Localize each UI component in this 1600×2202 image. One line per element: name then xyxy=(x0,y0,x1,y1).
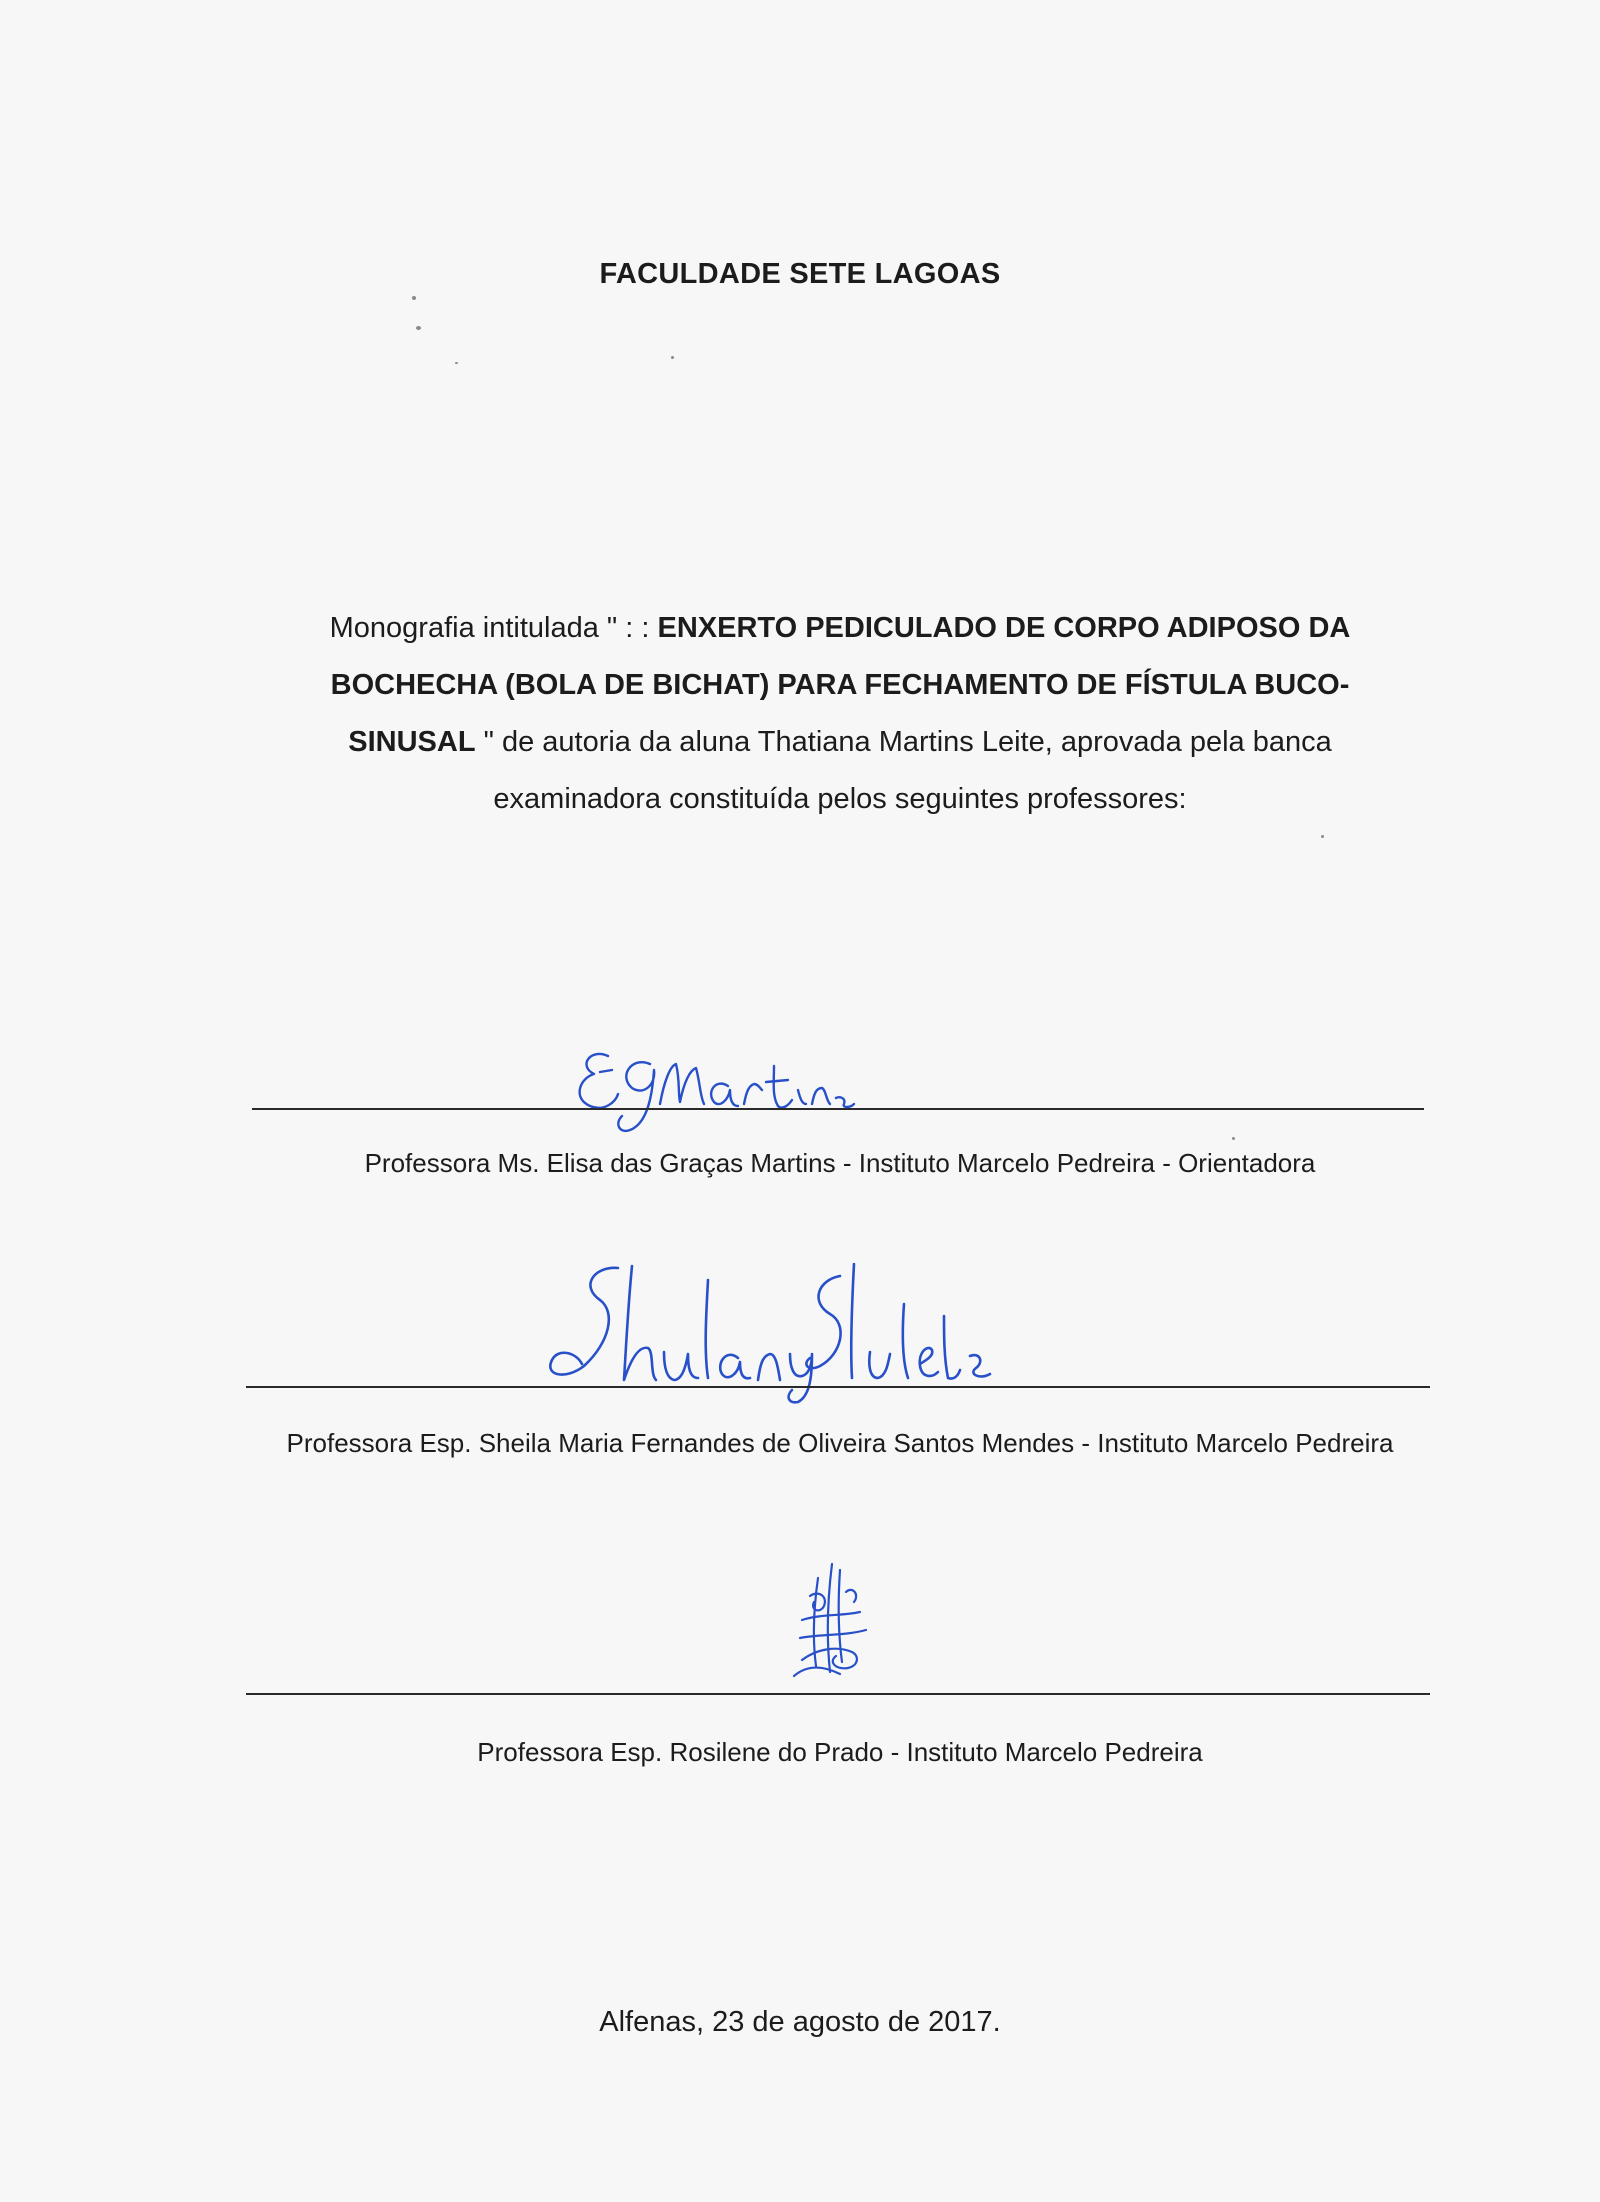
scan-speck xyxy=(1321,835,1324,838)
examiner-caption-2: Professora Esp. Sheila Maria Fernandes de Oliveira Santos Mendes - Instituto Marcelo Pedreira xyxy=(286,1428,1394,1458)
approval-prefix: Monografia intitulada " : : xyxy=(329,612,658,644)
signature-line-1 xyxy=(252,1108,1424,1110)
scan-speck xyxy=(1232,1137,1235,1140)
signature-line-3 xyxy=(246,1693,1430,1695)
scan-speck xyxy=(671,356,674,359)
examiner-caption-1: Professora Ms. Elisa das Graças Martins - Instituto Marcelo Pedreira - Orientadora xyxy=(364,1148,1316,1178)
signature-rosilene xyxy=(780,1556,880,1696)
handwritten-signature-3 xyxy=(780,1556,880,1696)
scan-speck xyxy=(416,326,421,330)
signature-elisa xyxy=(560,1020,860,1140)
handwritten-signature-1 xyxy=(560,1020,860,1140)
monograph-title: ENXERTO PEDICULADO DE CORPO ADIPOSO DA BOCHECHA (BOLA DE BICHAT) PARA FECHAMENTO DE FÍSTULA BUCO-SINUSAL xyxy=(330,612,1351,758)
handwritten-signature-2 xyxy=(540,1256,1060,1406)
signature-line-2 xyxy=(246,1386,1430,1388)
place-and-date: Alfenas, 23 de agosto de 2017. xyxy=(599,2006,1001,2038)
examiner-caption-3: Professora Esp. Rosilene do Prado - Instituto Marcelo Pedreira xyxy=(477,1737,1203,1767)
institution-title: FACULDADE SETE LAGOAS xyxy=(599,258,1001,290)
scan-speck xyxy=(412,296,416,300)
approval-suffix: " de autoria da aluna Thatiana Martins Leite, aprovada pela banca examinadora constituída pelos seguintes professores: xyxy=(475,726,1332,815)
scan-speck xyxy=(455,362,458,364)
approval-statement xyxy=(270,600,1410,828)
signature-sheila xyxy=(540,1256,1060,1406)
